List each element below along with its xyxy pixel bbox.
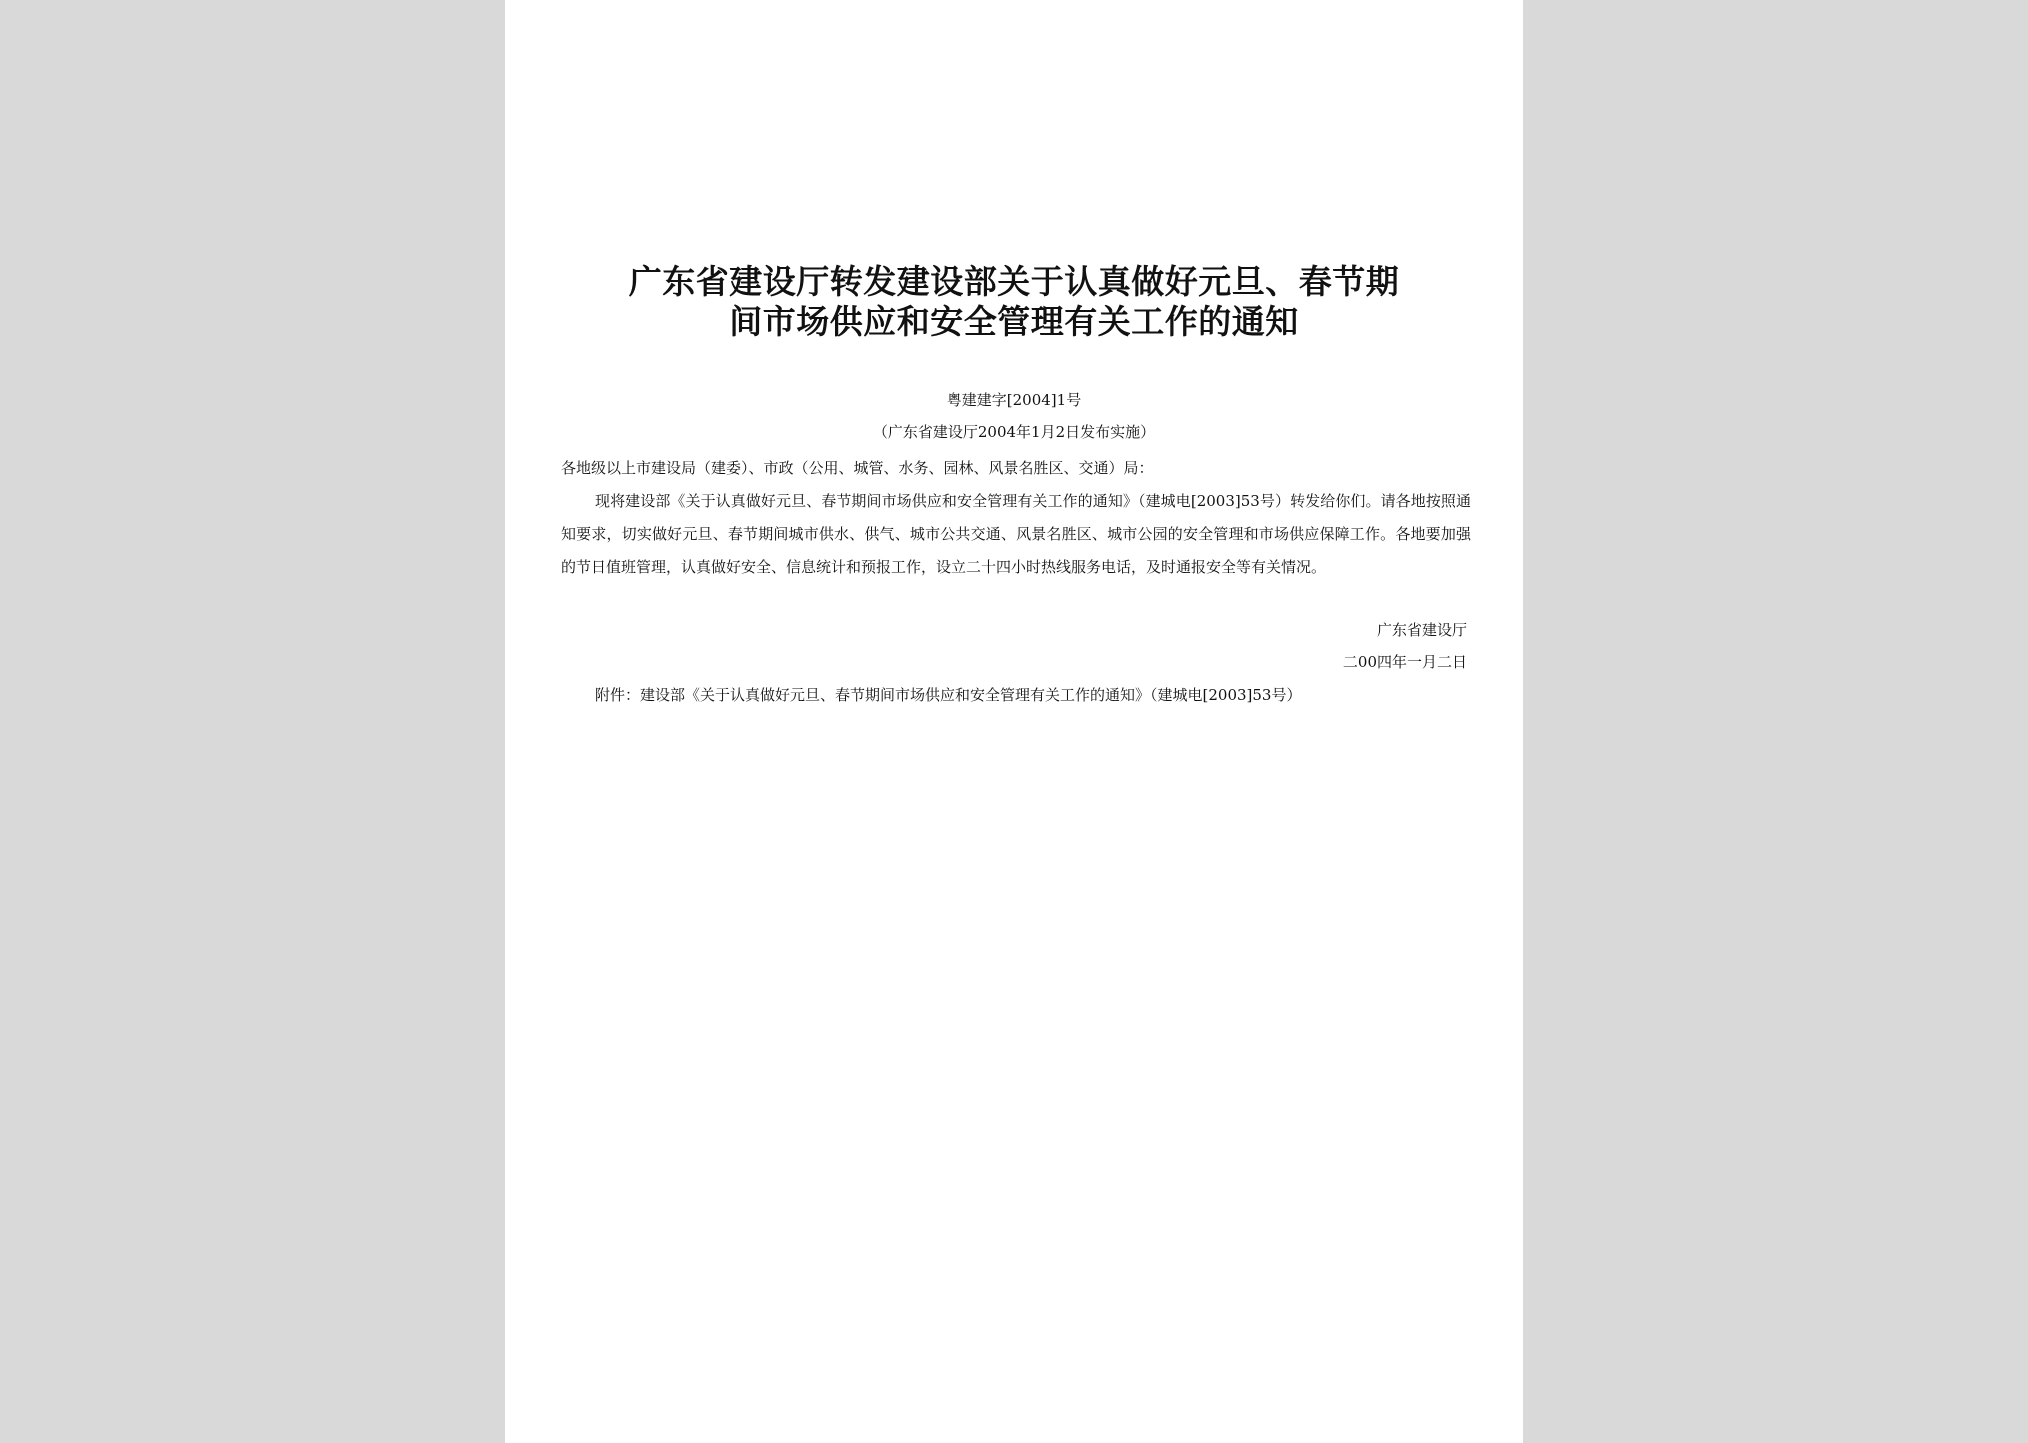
document-number: 粤建建字[2004]1号 [946, 391, 1082, 409]
attachment-note: 附件：建设部《关于认真做好元旦、春节期间市场供应和安全管理有关工作的通知》（建城电[2003]53号） [595, 686, 1302, 704]
signature-date: 二00四年一月二日 [1342, 653, 1467, 671]
issue-note: （广东省建设厅2004年1月2日发布实施） [872, 423, 1156, 441]
signature-organization: 广东省建设厅 [1376, 621, 1467, 639]
document-page [505, 0, 1523, 1443]
salutation: 各地级以上市建设局（建委）、市政（公用、城管、水务、园林、风景名胜区、交通）局： [561, 459, 1154, 477]
title-line-2: 间市场供应和安全管理有关工作的通知 [729, 302, 1299, 341]
title-line-1: 广东省建设厅转发建设部关于认真做好元旦、春节期 [628, 262, 1400, 301]
body-paragraph: 现将建设部《关于认真做好元旦、春节期间市场供应和安全管理有关工作的通知》（建城电[2003]53号）转发给你们。请各地按照通知要求，切实做好元旦、春节期间城市供水、供气、城市公共交通、风景名胜区、城市公园的安全管理和市场供应保障工作。各地要加强的节日值班管理，认真做好安全、信息统计和预报工作，设立二十四小时热线服务电话，及时通报安全等有关情况。 [561, 492, 1471, 576]
document-title [545, 262, 1483, 342]
